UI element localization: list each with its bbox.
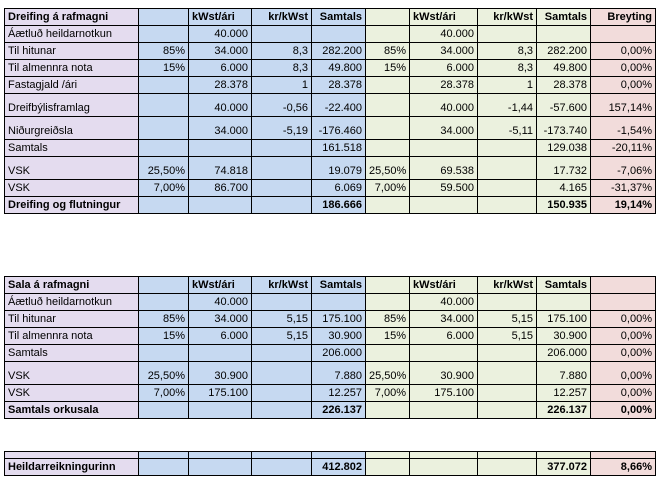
table-cell: 30.900: [312, 328, 366, 345]
table-cell: [478, 362, 537, 385]
table-cell: 7.880: [537, 362, 591, 385]
distribution-table-block: [4, 8, 655, 214]
row-label-cell: Dreifing á rafmagni: [5, 9, 139, 26]
table-cell: [139, 94, 189, 117]
table-row: [5, 452, 656, 459]
table-cell: [189, 140, 252, 157]
table-cell: 34.000: [189, 117, 252, 140]
table-cell: 40.000: [410, 26, 478, 43]
row-label-cell: Samtals: [5, 140, 139, 157]
table-cell: [189, 459, 252, 476]
table-cell: 28.378: [312, 77, 366, 94]
table-cell: 6.000: [189, 60, 252, 77]
table-cell: 49.800: [312, 60, 366, 77]
table-cell: 0,00%: [591, 77, 656, 94]
table-cell: 85%: [366, 311, 410, 328]
table-cell: [591, 26, 656, 43]
table-cell: [139, 9, 189, 26]
table-cell: [366, 345, 410, 362]
table-cell: 40.000: [189, 294, 252, 311]
table-cell: [139, 117, 189, 140]
table-row: [5, 294, 656, 311]
table-cell: 206.000: [312, 345, 366, 362]
table-cell: [139, 452, 189, 459]
table-cell: [537, 26, 591, 43]
table-cell: 4.165: [537, 180, 591, 197]
table-cell: [312, 26, 366, 43]
table-cell: 377.072: [537, 459, 591, 476]
table-cell: kr/kWst: [252, 9, 312, 26]
table-row: [5, 77, 656, 94]
table-cell: 282.200: [312, 43, 366, 60]
table-cell: [478, 140, 537, 157]
table-cell: 129.038: [537, 140, 591, 157]
table-cell: [252, 197, 312, 214]
table-cell: 175.100: [312, 311, 366, 328]
table-cell: [139, 459, 189, 476]
row-label-cell: [5, 452, 139, 459]
table-row: [5, 311, 656, 328]
table-cell: 1: [252, 77, 312, 94]
table-cell: [537, 452, 591, 459]
table-cell: [252, 362, 312, 385]
table-cell: 175.100: [537, 311, 591, 328]
table-cell: [478, 294, 537, 311]
table-total-row: [5, 459, 656, 476]
energy-sales-table-block: [4, 276, 655, 419]
table-cell: [478, 157, 537, 180]
table-row: [5, 362, 656, 385]
table-cell: 0,00%: [591, 328, 656, 345]
table-cell: 5,15: [252, 311, 312, 328]
table-cell: [410, 402, 478, 419]
table-cell: 157,14%: [591, 94, 656, 117]
table-cell: Samtals: [537, 9, 591, 26]
table-cell: 161.518: [312, 140, 366, 157]
table-cell: 0,00%: [591, 60, 656, 77]
grand-total-table-block: [4, 451, 655, 476]
table-cell: [366, 294, 410, 311]
table-cell: [252, 180, 312, 197]
table-cell: 226.137: [537, 402, 591, 419]
row-label-cell: Heildarreikningurinn: [5, 459, 139, 476]
table-row: [5, 117, 656, 140]
table-cell: [252, 402, 312, 419]
table-cell: [366, 140, 410, 157]
row-label-cell: Dreifbýlisframlag: [5, 94, 139, 117]
table-cell: 5,15: [478, 311, 537, 328]
table-cell: [366, 197, 410, 214]
table-cell: [189, 345, 252, 362]
table-cell: 6.000: [410, 328, 478, 345]
table-cell: 5,15: [252, 328, 312, 345]
table-cell: [139, 197, 189, 214]
table-row: [5, 140, 656, 157]
table-row: [5, 180, 656, 197]
table-cell: [410, 345, 478, 362]
table-cell: 34.000: [410, 117, 478, 140]
table-cell: 175.100: [410, 385, 478, 402]
table-cell: -22.400: [312, 94, 366, 117]
table-cell: -173.740: [537, 117, 591, 140]
table-cell: 40.000: [189, 26, 252, 43]
table-cell: 6.000: [189, 328, 252, 345]
table-cell: 28.378: [189, 77, 252, 94]
table-cell: 15%: [139, 60, 189, 77]
table-cell: [478, 197, 537, 214]
table-cell: 85%: [366, 43, 410, 60]
table-cell: 7,00%: [366, 180, 410, 197]
table-cell: 282.200: [537, 43, 591, 60]
row-label-cell: Niðurgreiðsla: [5, 117, 139, 140]
table-cell: 15%: [366, 60, 410, 77]
row-label-cell: Dreifing og flutningur: [5, 197, 139, 214]
row-label-cell: Samtals orkusala: [5, 402, 139, 419]
table-cell: -20,11%: [591, 140, 656, 157]
table-cell: -1,54%: [591, 117, 656, 140]
table-cell: [139, 26, 189, 43]
table-cell: kr/kWst: [252, 277, 312, 294]
table-row: [5, 60, 656, 77]
row-label-cell: Til hitunar: [5, 311, 139, 328]
table-cell: [252, 345, 312, 362]
table-cell: 28.378: [410, 77, 478, 94]
row-label-cell: Áætluð heildarnotkun: [5, 26, 139, 43]
table-cell: 186.666: [312, 197, 366, 214]
table-cell: 150.935: [537, 197, 591, 214]
table-cell: 0,00%: [591, 385, 656, 402]
table-cell: 0,00%: [591, 311, 656, 328]
row-label-cell: VSK: [5, 157, 139, 180]
table-cell: 85%: [139, 43, 189, 60]
row-label-cell: Til hitunar: [5, 43, 139, 60]
table-row: [5, 94, 656, 117]
table-cell: Samtals: [312, 277, 366, 294]
table-cell: 49.800: [537, 60, 591, 77]
table-cell: [478, 402, 537, 419]
table-row: [5, 26, 656, 43]
table-cell: 34.000: [189, 43, 252, 60]
table-cell: 6.000: [410, 60, 478, 77]
table-cell: [478, 26, 537, 43]
table-cell: -57.600: [537, 94, 591, 117]
table-cell: [189, 452, 252, 459]
table-cell: [139, 140, 189, 157]
table-cell: [252, 26, 312, 43]
table-cell: [366, 26, 410, 43]
table-cell: [478, 452, 537, 459]
table-cell: 25,50%: [139, 362, 189, 385]
table-cell: 0,00%: [591, 43, 656, 60]
table-cell: [537, 294, 591, 311]
table-cell: [139, 294, 189, 311]
table-cell: [478, 385, 537, 402]
table-cell: [252, 140, 312, 157]
table-cell: [189, 402, 252, 419]
table-cell: 8,3: [478, 60, 537, 77]
table-cell: [366, 77, 410, 94]
row-label-cell: Til almennra nota: [5, 328, 139, 345]
table-cell: 15%: [139, 328, 189, 345]
table-cell: 0,00%: [591, 402, 656, 419]
table-cell: [312, 452, 366, 459]
table-cell: 206.000: [537, 345, 591, 362]
table-cell: 40.000: [189, 94, 252, 117]
table-cell: -176.460: [312, 117, 366, 140]
table-cell: [252, 157, 312, 180]
table-cell: -7,06%: [591, 157, 656, 180]
table-total-row: [5, 197, 656, 214]
table-cell: 25,50%: [139, 157, 189, 180]
table-cell: 15%: [366, 328, 410, 345]
row-label-cell: VSK: [5, 385, 139, 402]
table-cell: -5,11: [478, 117, 537, 140]
table-cell: [366, 459, 410, 476]
table-cell: 0,00%: [591, 362, 656, 385]
table-cell: 34.000: [410, 43, 478, 60]
table-cell: -0,56: [252, 94, 312, 117]
row-label-cell: Samtals: [5, 345, 139, 362]
table-cell: 59.500: [410, 180, 478, 197]
table-cell: 69.538: [410, 157, 478, 180]
table-cell: kr/kWst: [478, 277, 537, 294]
table-cell: -31,37%: [591, 180, 656, 197]
table-cell: kWst/ári: [189, 277, 252, 294]
table-cell: 34.000: [410, 311, 478, 328]
table-cell: 7,00%: [139, 385, 189, 402]
table-header-row: [5, 277, 656, 294]
table-cell: [139, 345, 189, 362]
table-total-row: [5, 402, 656, 419]
table-cell: 12.257: [537, 385, 591, 402]
table-cell: kWst/ári: [189, 9, 252, 26]
table-cell: 8,3: [478, 43, 537, 60]
table-cell: 7.880: [312, 362, 366, 385]
table-cell: 7,00%: [366, 385, 410, 402]
energy-sales-table: [4, 276, 656, 419]
table-row: [5, 328, 656, 345]
row-label-cell: Til almennra nota: [5, 60, 139, 77]
table-cell: -1,44: [478, 94, 537, 117]
table-cell: [366, 117, 410, 140]
table-cell: 30.900: [410, 362, 478, 385]
row-label-cell: Áætluð heildarnotkun: [5, 294, 139, 311]
table-cell: 175.100: [189, 385, 252, 402]
table-cell: kWst/ári: [410, 277, 478, 294]
table-cell: Breyting: [591, 9, 656, 26]
table-cell: 5,15: [478, 328, 537, 345]
table-cell: 8,3: [252, 60, 312, 77]
table-cell: Samtals: [537, 277, 591, 294]
table-cell: kWst/ári: [410, 9, 478, 26]
table-cell: [366, 9, 410, 26]
table-cell: 40.000: [410, 94, 478, 117]
table-cell: 8,66%: [591, 459, 656, 476]
table-cell: [591, 277, 656, 294]
table-cell: 412.802: [312, 459, 366, 476]
table-cell: kr/kWst: [478, 9, 537, 26]
table-cell: 6.069: [312, 180, 366, 197]
table-cell: 30.900: [537, 328, 591, 345]
table-cell: [252, 459, 312, 476]
table-cell: 19,14%: [591, 197, 656, 214]
table-cell: [139, 277, 189, 294]
table-cell: 86.700: [189, 180, 252, 197]
row-label-cell: VSK: [5, 362, 139, 385]
table-cell: [366, 277, 410, 294]
table-cell: [478, 345, 537, 362]
table-cell: [591, 452, 656, 459]
table-cell: 17.732: [537, 157, 591, 180]
row-label-cell: Sala á rafmagni: [5, 277, 139, 294]
table-cell: Samtals: [312, 9, 366, 26]
table-cell: 226.137: [312, 402, 366, 419]
table-cell: 12.257: [312, 385, 366, 402]
row-label-cell: VSK: [5, 180, 139, 197]
table-row: [5, 157, 656, 180]
table-cell: [478, 180, 537, 197]
table-cell: 8,3: [252, 43, 312, 60]
table-cell: -5,19: [252, 117, 312, 140]
table-cell: 28.378: [537, 77, 591, 94]
table-cell: [252, 385, 312, 402]
table-row: [5, 385, 656, 402]
table-row: [5, 345, 656, 362]
table-cell: 40.000: [410, 294, 478, 311]
table-cell: 74.818: [189, 157, 252, 180]
table-cell: 0,00%: [591, 345, 656, 362]
table-cell: [410, 459, 478, 476]
table-cell: 1: [478, 77, 537, 94]
table-cell: [410, 197, 478, 214]
table-cell: [139, 77, 189, 94]
table-cell: [252, 452, 312, 459]
table-cell: 85%: [139, 311, 189, 328]
row-label-cell: Fastagjald /ári: [5, 77, 139, 94]
table-cell: [410, 452, 478, 459]
table-cell: [189, 197, 252, 214]
table-cell: [410, 140, 478, 157]
grand-total-table: [4, 451, 656, 476]
table-cell: [366, 452, 410, 459]
table-cell: [591, 294, 656, 311]
table-cell: 19.079: [312, 157, 366, 180]
table-cell: 34.000: [189, 311, 252, 328]
table-row: [5, 43, 656, 60]
table-cell: [312, 294, 366, 311]
table-header-row: [5, 9, 656, 26]
table-cell: [366, 402, 410, 419]
table-cell: [252, 294, 312, 311]
table-cell: 25,50%: [366, 362, 410, 385]
distribution-table: [4, 8, 656, 214]
table-cell: [366, 94, 410, 117]
table-cell: 25,50%: [366, 157, 410, 180]
table-cell: 30.900: [189, 362, 252, 385]
table-cell: 7,00%: [139, 180, 189, 197]
table-cell: [478, 459, 537, 476]
table-cell: [139, 402, 189, 419]
